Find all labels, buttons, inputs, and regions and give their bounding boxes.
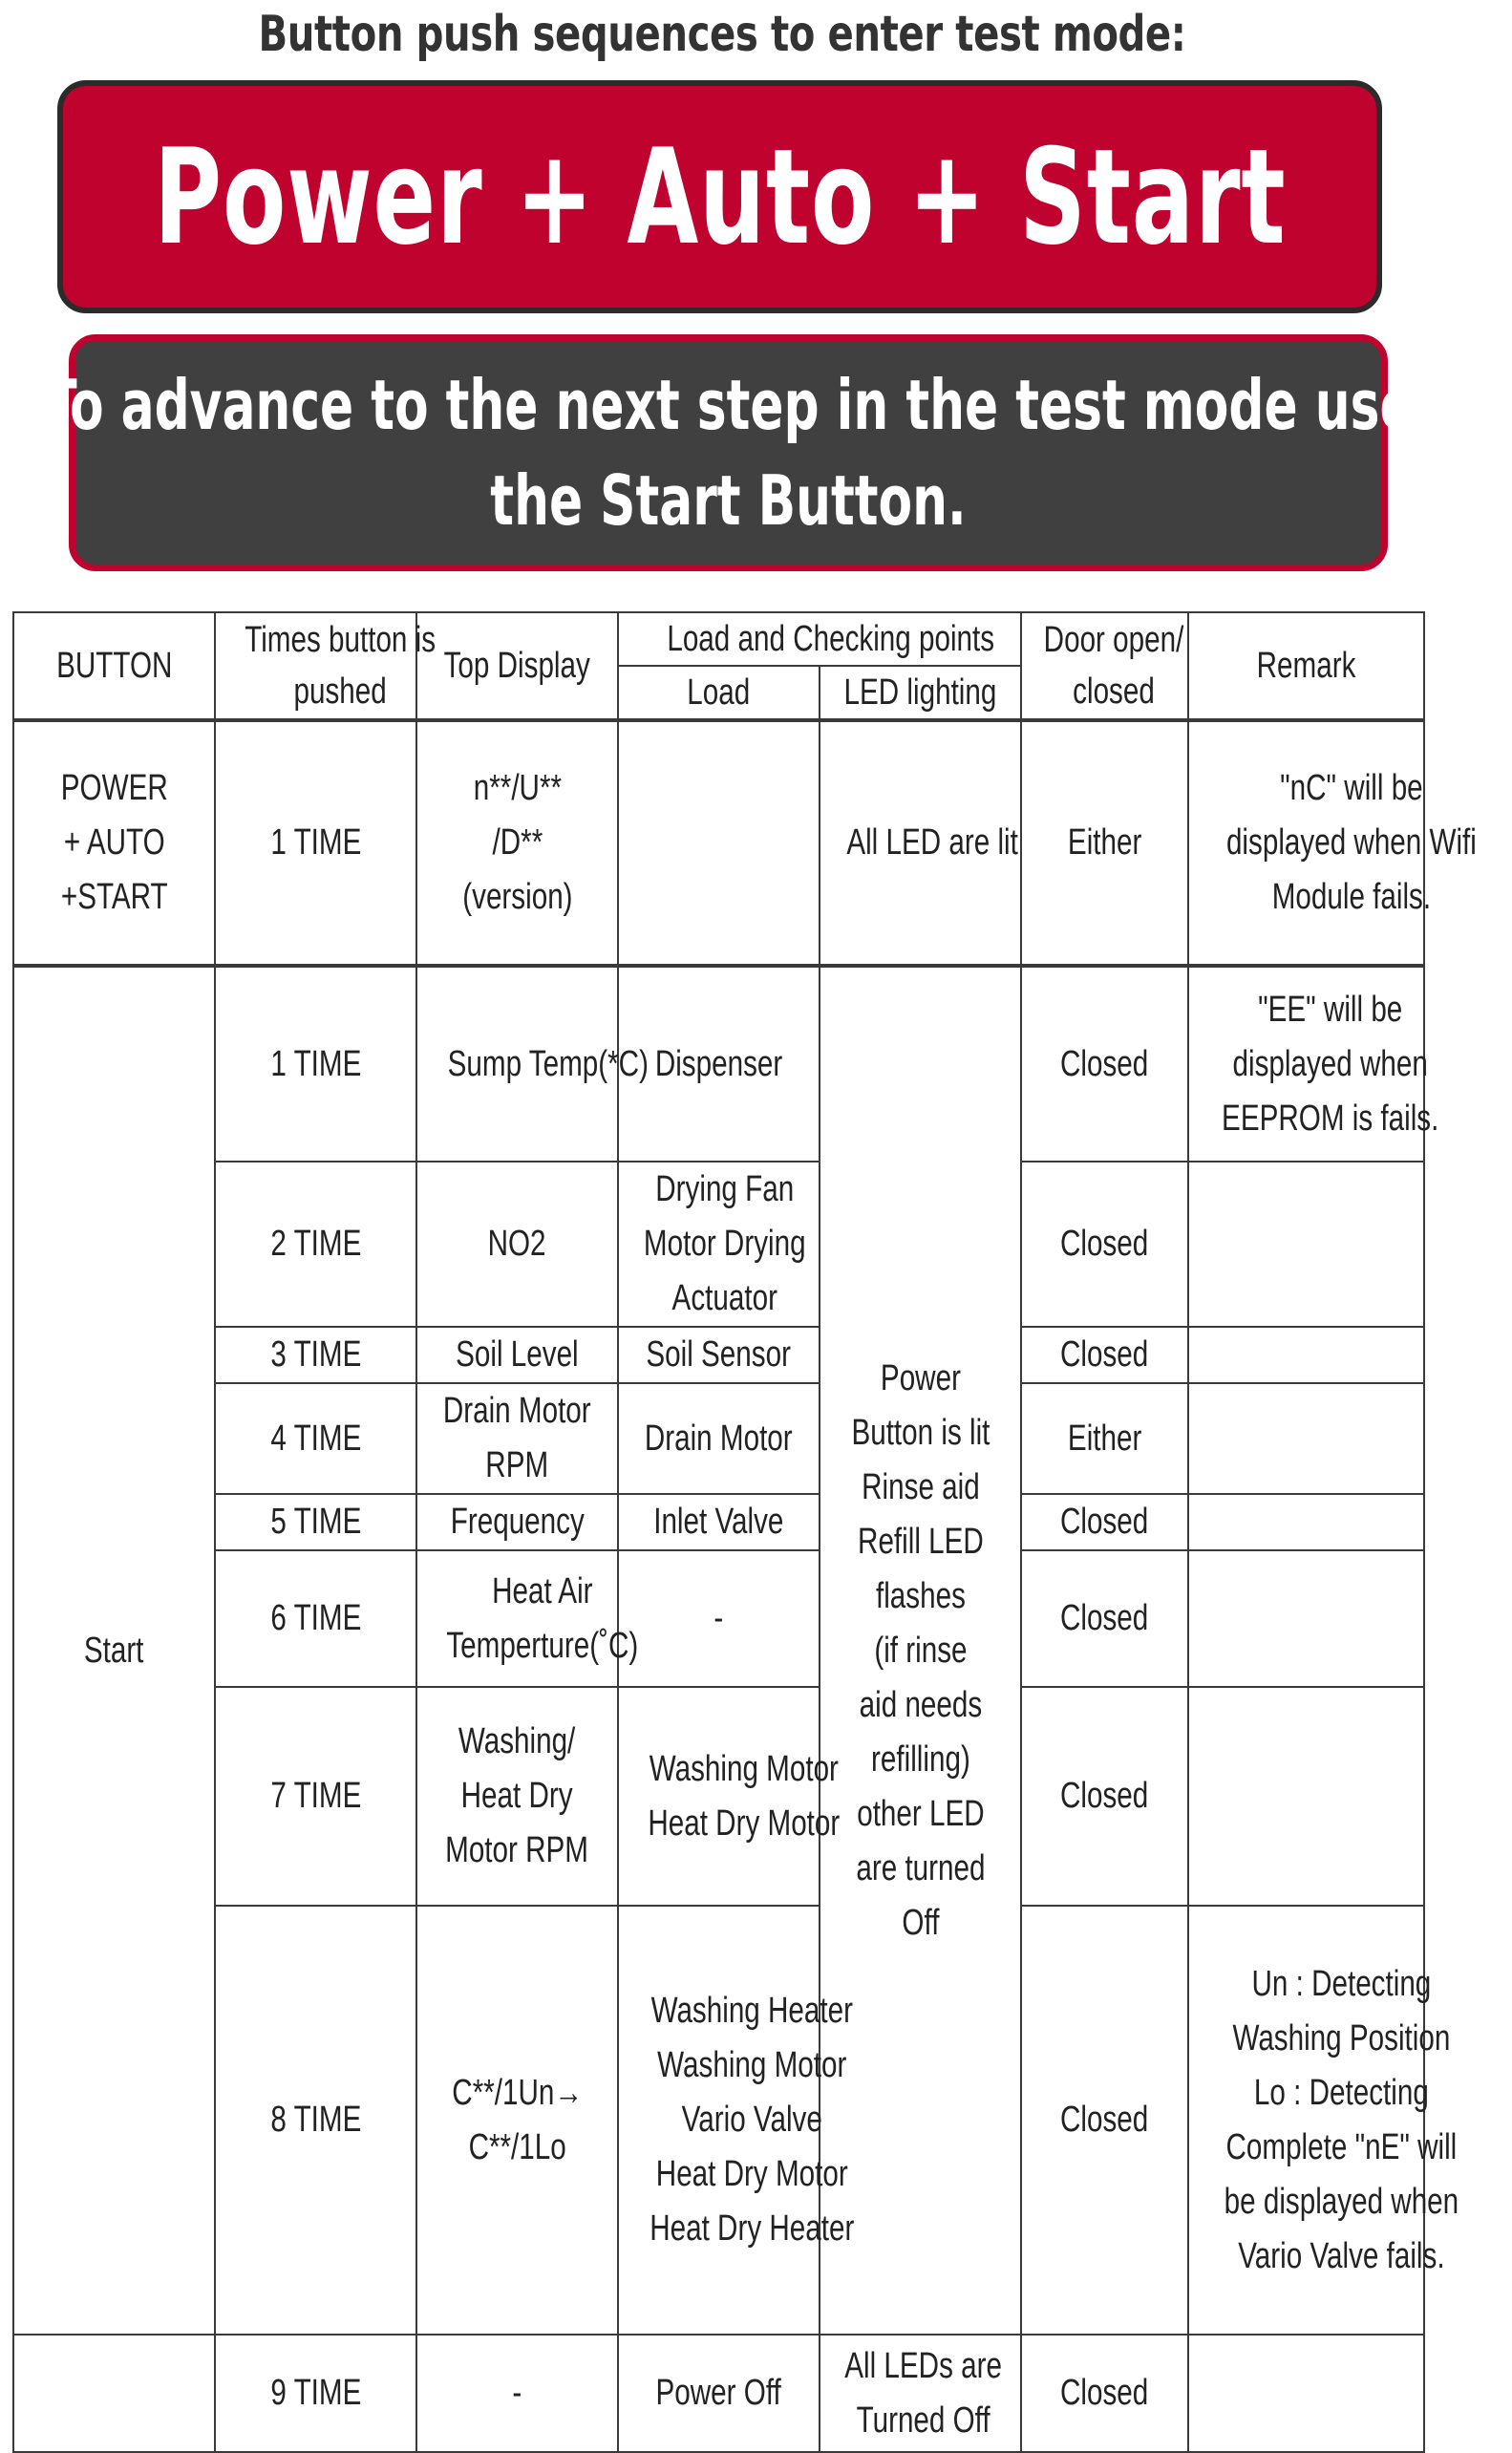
cell-door: Closed	[1021, 1494, 1188, 1550]
table-row	[13, 1162, 1424, 1327]
instruction-line-1: To advance to the next step in the test mode use	[43, 365, 1414, 445]
cell-top-display: Sump Temp(*C)	[416, 966, 618, 1162]
cell-door: Either	[1021, 1383, 1188, 1494]
table-row	[13, 1906, 1424, 2335]
header-load-checking-points: Load and Checking points	[618, 612, 1021, 666]
header-door: Door open/ closed	[1021, 612, 1188, 720]
cell-button-start: Start	[13, 966, 215, 2335]
button-sequence-banner	[57, 80, 1382, 313]
cell-load: -	[618, 1550, 820, 1687]
header-times-pushed: Times button is pushed	[215, 612, 416, 720]
cell-led: All LEDs are Turned Off	[820, 2335, 1021, 2452]
cell-load: Dispenser	[618, 966, 820, 1162]
cell-load: Inlet Valve	[618, 1494, 820, 1550]
cell-door: Closed	[1021, 966, 1188, 1162]
cell-times: 5 TIME	[215, 1494, 416, 1550]
cell-remark	[1188, 1327, 1424, 1383]
table-row	[13, 1383, 1424, 1494]
header-load: Load	[618, 666, 820, 720]
cell-remark	[1188, 1687, 1424, 1906]
cell-remark: "nC" will be displayed when Wifi Module fails.	[1188, 720, 1424, 966]
cell-button	[13, 2335, 215, 2452]
cell-top-display: C**/1Un→ C**/1Lo	[416, 1906, 618, 2335]
table-row	[13, 2335, 1424, 2452]
cell-led: All LED are lit	[820, 720, 1021, 966]
cell-times: 8 TIME	[215, 1906, 416, 2335]
cell-door: Either	[1021, 720, 1188, 966]
cell-load: Washing Heater Washing Motor Vario Valve Heat Dry Motor Heat Dry Heater	[618, 1906, 820, 2335]
cell-door: Closed	[1021, 1550, 1188, 1687]
cell-door: Closed	[1021, 2335, 1188, 2452]
cell-door: Closed	[1021, 1906, 1188, 2335]
cell-remark: "EE" will be displayed when EEPROM is fails.	[1188, 966, 1424, 1162]
cell-top-display: Drain Motor RPM	[416, 1383, 618, 1494]
cell-times: 2 TIME	[215, 1162, 416, 1327]
cell-door: Closed	[1021, 1687, 1188, 1906]
cell-times: 7 TIME	[215, 1687, 416, 1906]
instruction-banner	[43, 334, 1414, 571]
cell-remark	[1188, 1494, 1424, 1550]
cell-led-start: Power Button is lit Rinse aid Refill LED flashes (if rinse aid needs refilling) other LED are turned Off	[820, 966, 1021, 2335]
cell-load	[618, 720, 820, 966]
table-row	[13, 720, 1424, 966]
cell-load: Power Off	[618, 2335, 820, 2452]
cell-times: 6 TIME	[215, 1550, 416, 1687]
cell-remark	[1188, 1550, 1424, 1687]
cell-load: Drain Motor	[618, 1383, 820, 1494]
cell-load: Washing Motor Heat Dry Motor	[618, 1687, 820, 1906]
table-row	[13, 966, 1424, 1162]
header-button: BUTTON	[13, 612, 215, 720]
cell-top-display: Washing/ Heat Dry Motor RPM	[416, 1687, 618, 1906]
cell-load: Drying Fan Motor Drying Actuator	[618, 1162, 820, 1327]
header-remark: Remark	[1188, 612, 1424, 720]
cell-times: 3 TIME	[215, 1327, 416, 1383]
cell-top-display: n**/U** /D** (version)	[416, 720, 618, 966]
banner-text: Power + Auto + Start	[153, 119, 1287, 274]
cell-top-display: Soil Level	[416, 1327, 618, 1383]
test-mode-table	[12, 611, 1477, 2453]
cell-door: Closed	[1021, 1162, 1188, 1327]
instruction-line-2: the Start Button.	[490, 460, 967, 541]
cell-door: Closed	[1021, 1327, 1188, 1383]
cell-top-display: Heat Air Temperture(˚C)	[416, 1550, 618, 1687]
cell-remark	[1188, 1162, 1424, 1327]
cell-top-display: NO2	[416, 1162, 618, 1327]
cell-top-display: -	[416, 2335, 618, 2452]
cell-remark	[1188, 1383, 1424, 1494]
header-led-lighting: LED lighting	[820, 666, 1021, 720]
table-row	[13, 1687, 1424, 1906]
table-row	[13, 1327, 1424, 1383]
cell-top-display: Frequency	[416, 1494, 618, 1550]
header-top-display: Top Display	[416, 612, 618, 720]
table-row	[13, 1494, 1424, 1550]
cell-remark: Un : Detecting Washing Position Lo : Detecting Complete "nE" will be displayed when Vario Valve fails.	[1188, 1906, 1424, 2335]
cell-remark	[1188, 2335, 1424, 2452]
cell-button: POWER + AUTO +START	[13, 720, 215, 966]
table-row	[13, 1550, 1424, 1687]
cell-times: 1 TIME	[215, 966, 416, 1162]
page-heading: Button push sequences to enter test mode:	[258, 6, 1186, 63]
cell-load: Soil Sensor	[618, 1327, 820, 1383]
cell-times: 1 TIME	[215, 720, 416, 966]
cell-times: 4 TIME	[215, 1383, 416, 1494]
cell-times: 9 TIME	[215, 2335, 416, 2452]
